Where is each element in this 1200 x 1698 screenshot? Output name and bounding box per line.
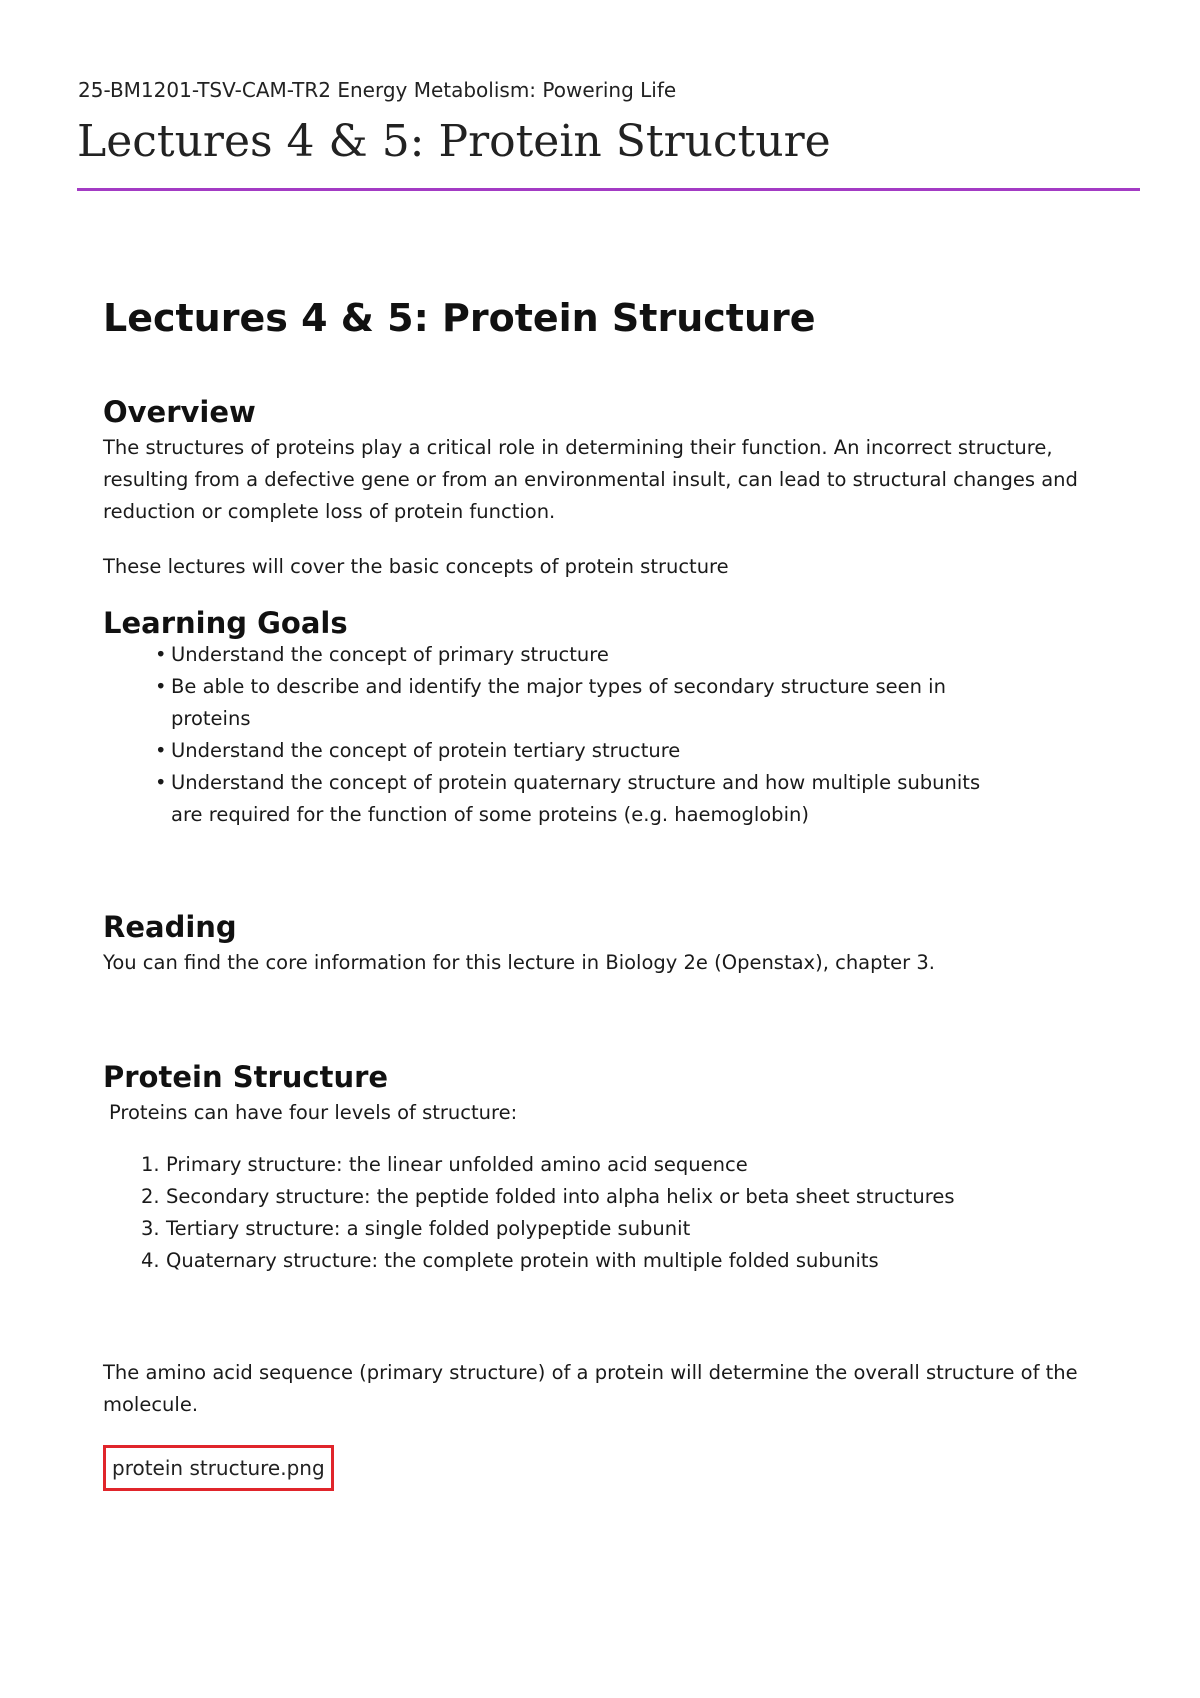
list-item-text: Understand the concept of protein tertiary structure [171, 739, 681, 762]
overview-heading: Overview [103, 395, 256, 429]
list-item-text: Be able to describe and identify the major types of secondary structure seen in proteins [171, 675, 946, 730]
list-item [103, 735, 991, 767]
broken-image[interactable] [103, 1445, 334, 1491]
list-item-text: Understand the concept of primary structure [171, 643, 609, 666]
structure-levels-list [103, 1149, 1103, 1277]
page-content [103, 290, 1103, 1491]
list-number: 1. [141, 1153, 160, 1176]
course-title: 25-BM1201-TSV-CAM-TR2 Energy Metabolism: Powering Life [78, 78, 677, 102]
reading-heading: Reading [103, 910, 237, 944]
list-item-text: Quaternary structure: the complete protein with multiple folded subunits [166, 1249, 879, 1272]
overview-summary: These lectures will cover the basic concepts of protein structure [103, 555, 729, 578]
list-item-text: Primary structure: the linear unfolded amino acid sequence [166, 1153, 748, 1176]
list-number: 4. [141, 1249, 160, 1272]
list-number: 2. [141, 1185, 160, 1208]
page-title: Lectures 4 & 5: Protein Structure [77, 116, 831, 167]
protein-structure-intro: Proteins can have four levels of structure: [109, 1101, 518, 1124]
bullet-icon: • [155, 771, 167, 794]
list-item [103, 671, 991, 735]
list-item [103, 767, 991, 831]
protein-structure-heading: Protein Structure [103, 1060, 389, 1094]
overview-paragraph: The structures of proteins play a critical role in determining their function. An incorrect structure, resulting from a defective gene or from an environmental insult, can lead to structural changes and reduction or complete loss of protein function. [103, 436, 1078, 523]
image-alt-text: protein structure.png [112, 1456, 325, 1480]
learning-goals-heading: Learning Goals [103, 606, 348, 640]
list-item-text: Tertiary structure: a single folded polypeptide subunit [166, 1217, 691, 1240]
bullet-icon: • [155, 739, 167, 762]
title-divider [77, 188, 1140, 191]
learning-goals-list [103, 639, 1103, 831]
list-number: 3. [141, 1217, 160, 1240]
list-item [103, 1245, 1103, 1277]
closing-paragraph: The amino acid sequence (primary structure) of a protein will determine the overall structure of the molecule. [103, 1361, 1078, 1416]
list-item [103, 1181, 1103, 1213]
list-item-text: Understand the concept of protein quaternary structure and how multiple subunits are required for the function of some proteins (e.g. haemoglobin) [171, 771, 981, 826]
list-item [103, 1149, 1103, 1181]
main-heading: Lectures 4 & 5: Protein Structure [103, 296, 816, 340]
bullet-icon: • [155, 643, 167, 666]
image-container [103, 1445, 1103, 1491]
list-item [103, 639, 991, 671]
list-item-text: Secondary structure: the peptide folded into alpha helix or beta sheet structures [166, 1185, 955, 1208]
list-item [103, 1213, 1103, 1245]
bullet-icon: • [155, 675, 167, 698]
reading-paragraph: You can find the core information for this lecture in Biology 2e (Openstax), chapter 3. [103, 951, 935, 974]
